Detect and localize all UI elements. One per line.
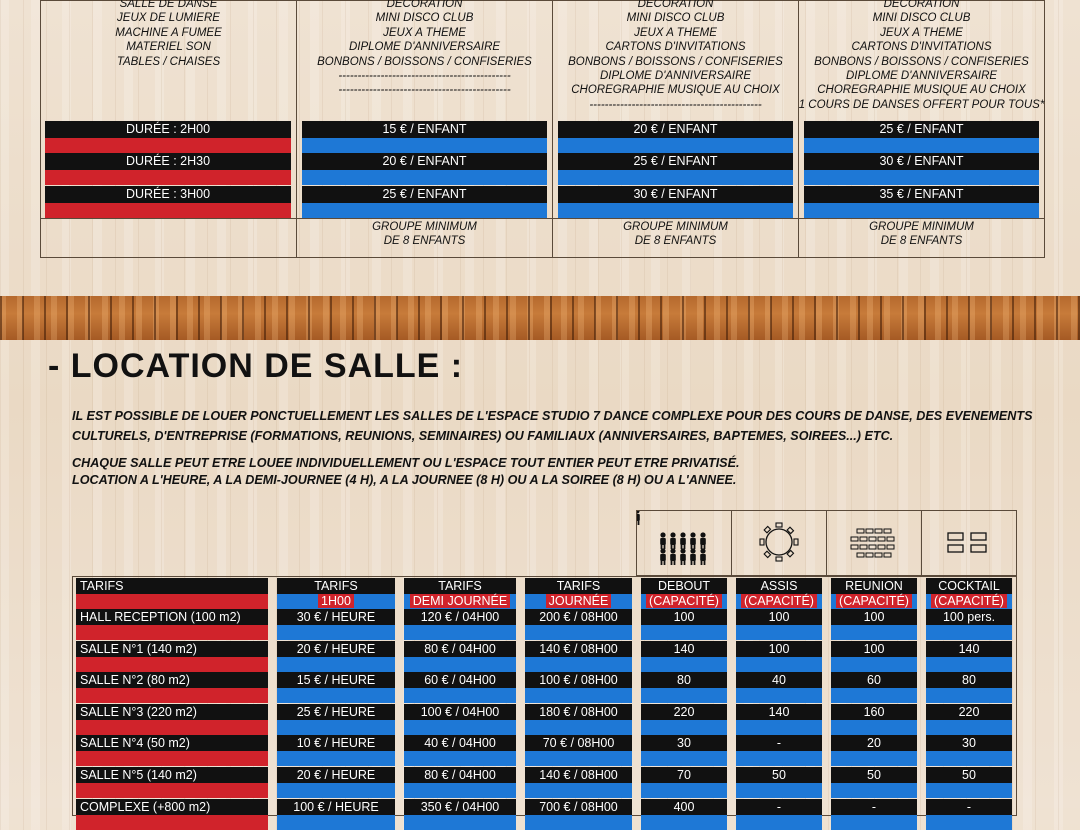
feature-line: TABLES / CHAISES <box>116 55 221 68</box>
meeting-tables-icon <box>826 510 922 576</box>
table-cell-value: - <box>926 799 1012 815</box>
table-cell <box>926 799 1012 830</box>
room-name-cell-value: COMPLEXE (+800 m2) <box>76 799 268 815</box>
price-label: 20 € / ENFANT <box>558 121 793 138</box>
feature-line: SALLE DE DANSE <box>119 0 218 10</box>
table-cell-value: 100 € / 04H00 <box>404 704 516 720</box>
column-header-label: COCKTAIL <box>926 578 1012 594</box>
cocktail-tables-icon <box>921 510 1017 576</box>
feature-line: BONBONS / BOISSONS / CONFISERIES <box>814 55 1029 68</box>
table-cell <box>404 672 516 703</box>
table-cell <box>831 799 917 830</box>
price-bar <box>302 153 547 185</box>
table-cell <box>404 704 516 735</box>
standing-people-icon <box>636 510 732 576</box>
table-cell <box>277 735 395 766</box>
table-cell-value: 20 <box>831 735 917 751</box>
feature-line: CARTONS D'INVITATIONS <box>851 41 992 54</box>
table-cell <box>831 672 917 703</box>
note-line: GROUPE MINIMUM <box>372 221 477 233</box>
table-cell <box>525 609 632 640</box>
table-cell-value: 60 € / 04H00 <box>404 672 516 688</box>
duration-bar <box>45 121 291 153</box>
room-name-cell <box>76 735 268 766</box>
price-bar <box>302 121 547 153</box>
feature-line: JEUX DE LUMIERE <box>117 12 220 25</box>
table-cell <box>641 799 727 830</box>
feature-line: MACHINE A FUMEE <box>115 26 222 39</box>
table-cell <box>736 704 822 735</box>
room-name-cell-value: SALLE N°5 (140 m2) <box>76 767 268 783</box>
feature-line: CHOREGRAPHIE MUSIQUE AU CHOIX <box>571 84 780 97</box>
intro-paragraph-line: CHAQUE SALLE PEUT ETRE LOUEE INDIVIDUELLEMENT OU L'ESPACE TOUT ENTIER PEUT ETRE PRIVATISÉ. <box>72 456 740 470</box>
table-cell <box>926 641 1012 672</box>
feature-line: JEUX A THEME <box>383 26 466 39</box>
table-cell-value: - <box>736 799 822 815</box>
table-cell-value: 220 <box>641 704 727 720</box>
column-header-label: TARIFS <box>277 578 395 594</box>
column-header-sublabel: (CAPACITÉ) <box>931 594 1007 608</box>
price-bar <box>804 186 1039 218</box>
table-cell-value: 50 <box>831 767 917 783</box>
column-header-label: REUNION <box>831 578 917 594</box>
feature-line: MINI DISCO CLUB <box>872 12 971 25</box>
table-cell <box>641 641 727 672</box>
duration-label: DURÉE : 2H30 <box>45 153 291 170</box>
feature-line: DIPLOME D'ANNIVERSAIRE <box>845 70 998 82</box>
table-cell <box>831 704 917 735</box>
table-cell-value: - <box>831 799 917 815</box>
duration-label: DURÉE : 3H00 <box>45 186 291 203</box>
table-cell-value: 100 € / 08H00 <box>525 672 632 688</box>
table-cell <box>525 641 632 672</box>
table-cell-value: 70 <box>641 767 727 783</box>
feature-line: JEUX A THEME <box>880 26 963 39</box>
room-name-cell <box>76 799 268 830</box>
duration-bar <box>45 153 291 185</box>
round-table-icon <box>731 510 827 576</box>
price-label: 35 € / ENFANT <box>804 186 1039 203</box>
room-name-cell <box>76 767 268 798</box>
table-cell <box>831 609 917 640</box>
column-header-sublabel: DEMI JOURNÉE <box>410 594 510 608</box>
room-name-cell-value: SALLE N°2 (80 m2) <box>76 672 268 688</box>
table-cell-value: 100 <box>736 609 822 625</box>
table-cell <box>736 735 822 766</box>
feature-line: DECORATION <box>386 0 463 10</box>
table-cell <box>277 704 395 735</box>
table-cell-value: - <box>736 735 822 751</box>
table-cell <box>277 799 395 830</box>
table-cell <box>926 735 1012 766</box>
column-header-label: ASSIS <box>736 578 822 594</box>
room-name-cell-value: SALLE N°1 (140 m2) <box>76 641 268 657</box>
price-label: 25 € / ENFANT <box>302 186 547 203</box>
table-cell-value: 15 € / HEURE <box>277 672 395 688</box>
table-cell-value: 350 € / 04H00 <box>404 799 516 815</box>
table-cell <box>926 767 1012 798</box>
price-bar <box>302 186 547 218</box>
column-header <box>736 578 822 609</box>
column-header <box>831 578 917 609</box>
table-cell <box>404 767 516 798</box>
table-cell <box>277 641 395 672</box>
table-cell <box>926 609 1012 640</box>
table-cell <box>641 735 727 766</box>
table-cell-value: 140 <box>641 641 727 657</box>
price-bar <box>804 121 1039 153</box>
column-header-label: TARIFS <box>76 578 268 594</box>
table-cell-value: 100 <box>831 641 917 657</box>
column-header-sublabel: JOURNÉE <box>546 594 612 608</box>
room-name-cell-value: HALL RECEPTION (100 m2) <box>76 609 268 625</box>
column-header <box>926 578 1012 609</box>
table-cell-value: 400 <box>641 799 727 815</box>
room-name-cell <box>76 609 268 640</box>
feature-line: --------------------------------------------- <box>589 98 762 111</box>
room-name-cell-value: SALLE N°4 (50 m2) <box>76 735 268 751</box>
table-cell-value: 100 pers. <box>926 609 1012 625</box>
table-cell <box>277 672 395 703</box>
feature-line: --------------------------------------------- <box>338 70 511 82</box>
note-line: GROUPE MINIMUM <box>869 221 974 233</box>
feature-line: DIPLOME D'ANNIVERSAIRE <box>348 41 501 54</box>
table-cell <box>404 641 516 672</box>
table-cell-value: 50 <box>926 767 1012 783</box>
table-cell <box>525 735 632 766</box>
table-cell <box>831 767 917 798</box>
column-header <box>641 578 727 609</box>
price-label: 25 € / ENFANT <box>804 121 1039 138</box>
column-header <box>404 578 516 609</box>
table-cell-value: 80 € / 04H00 <box>404 641 516 657</box>
table-cell-value: 100 € / HEURE <box>277 799 395 815</box>
price-label: 20 € / ENFANT <box>302 153 547 170</box>
feature-line: MATERIEL SON <box>126 41 211 54</box>
price-bar <box>558 121 793 153</box>
column-header-label: DEBOUT <box>641 578 727 594</box>
feature-line: BONBONS / BOISSONS / CONFISERIES <box>317 55 532 68</box>
wood-divider <box>0 296 1080 340</box>
note-line: GROUPE MINIMUM <box>623 221 728 233</box>
table-cell-value: 30 € / HEURE <box>277 609 395 625</box>
duration-bar <box>45 186 291 218</box>
intro-paragraph-line: LOCATION A L'HEURE, A LA DEMI-JOURNEE (4 H), A LA JOURNEE (8 H) OU A LA SOIREE (8 H) OU A L'ANNEE. <box>72 473 737 487</box>
room-name-cell <box>76 641 268 672</box>
table-cell <box>736 609 822 640</box>
table-cell <box>736 641 822 672</box>
note-line: DE 8 ENFANTS <box>383 235 466 248</box>
price-label: 25 € / ENFANT <box>558 153 793 170</box>
table-cell <box>277 609 395 640</box>
table-cell <box>736 672 822 703</box>
table-cell <box>641 767 727 798</box>
table-cell <box>831 641 917 672</box>
table-cell-value: 100 <box>641 609 727 625</box>
table-cell <box>525 799 632 830</box>
column-header <box>76 578 268 609</box>
table-cell-value: 30 <box>641 735 727 751</box>
table-cell <box>404 609 516 640</box>
table-cell-value: 80 € / 04H00 <box>404 767 516 783</box>
table-cell <box>525 704 632 735</box>
column-header-sublabel: (CAPACITÉ) <box>836 594 912 608</box>
table-cell <box>277 767 395 798</box>
feature-line: CHOREGRAPHIE MUSIQUE AU CHOIX <box>817 84 1026 97</box>
table-cell-value: 140 € / 08H00 <box>525 767 632 783</box>
table-cell-value: 25 € / HEURE <box>277 704 395 720</box>
intro-paragraph-line: IL EST POSSIBLE DE LOUER PONCTUELLEMENT LES SALLES DE L'ESPACE STUDIO 7 DANCE COMPLEXE POUR DES COURS DE DANSE, DES EVENEMENTS <box>72 409 1033 423</box>
table-cell-value: 40 <box>736 672 822 688</box>
table-cell-value: 50 <box>736 767 822 783</box>
feature-line: 1 COURS DE DANSES OFFERT POUR TOUS* <box>798 98 1045 111</box>
feature-line: CARTONS D'INVITATIONS <box>605 41 746 54</box>
table-cell-value: 80 <box>926 672 1012 688</box>
feature-line: DIPLOME D'ANNIVERSAIRE <box>599 70 752 82</box>
table-cell <box>525 672 632 703</box>
table-cell-value: 60 <box>831 672 917 688</box>
table-cell <box>404 735 516 766</box>
price-bar <box>558 186 793 218</box>
intro-paragraph-line: CULTURELS, D'ENTREPRISE (FORMATIONS, REUNIONS, SEMINAIRES) OU FAMILIAUX (ANNIVERSAIRES, BAPTEMES, SOIREES...) ETC. <box>72 429 894 443</box>
feature-line: BONBONS / BOISSONS / CONFISERIES <box>568 55 783 68</box>
table-cell-value: 20 € / HEURE <box>277 767 395 783</box>
table-cell-value: 140 <box>736 704 822 720</box>
table-cell-value: 10 € / HEURE <box>277 735 395 751</box>
table-cell <box>404 799 516 830</box>
table-cell-value: 80 <box>641 672 727 688</box>
table-cell-value: 20 € / HEURE <box>277 641 395 657</box>
column-header <box>525 578 632 609</box>
table-cell-value: 700 € / 08H00 <box>525 799 632 815</box>
table-cell-value: 200 € / 08H00 <box>525 609 632 625</box>
table-cell-value: 180 € / 08H00 <box>525 704 632 720</box>
table-cell-value: 40 € / 04H00 <box>404 735 516 751</box>
table-cell-value: 220 <box>926 704 1012 720</box>
note-line: DE 8 ENFANTS <box>880 235 963 248</box>
duration-label: DURÉE : 2H00 <box>45 121 291 138</box>
feature-line: JEUX A THEME <box>634 26 717 39</box>
table-cell-value: 160 <box>831 704 917 720</box>
feature-line: DECORATION <box>637 0 714 10</box>
table-cell <box>641 609 727 640</box>
feature-line: DECORATION <box>883 0 960 10</box>
price-bar <box>558 153 793 185</box>
price-bar <box>804 153 1039 185</box>
price-label: 30 € / ENFANT <box>558 186 793 203</box>
feature-line: --------------------------------------------- <box>338 84 511 97</box>
table-cell <box>641 704 727 735</box>
table-cell-value: 120 € / 04H00 <box>404 609 516 625</box>
table-cell-value: 100 <box>736 641 822 657</box>
price-label: 30 € / ENFANT <box>804 153 1039 170</box>
column-header-sublabel: (CAPACITÉ) <box>741 594 817 608</box>
table-cell <box>525 767 632 798</box>
column-header-label: TARIFS <box>525 578 632 594</box>
column-header-sublabel: (CAPACITÉ) <box>646 594 722 608</box>
table-cell <box>641 672 727 703</box>
table-cell <box>831 735 917 766</box>
feature-line: MINI DISCO CLUB <box>375 12 474 25</box>
room-name-cell <box>76 672 268 703</box>
table-cell <box>926 704 1012 735</box>
column-header-label: TARIFS <box>404 578 516 594</box>
table-cell <box>926 672 1012 703</box>
note-line: DE 8 ENFANTS <box>634 235 717 248</box>
price-label: 15 € / ENFANT <box>302 121 547 138</box>
room-name-cell-value: SALLE N°3 (220 m2) <box>76 704 268 720</box>
feature-line: MINI DISCO CLUB <box>626 12 725 25</box>
room-name-cell <box>76 704 268 735</box>
section-title: - LOCATION DE SALLE : <box>48 347 464 385</box>
table-cell-value: 70 € / 08H00 <box>525 735 632 751</box>
table-cell <box>736 767 822 798</box>
table-cell-value: 140 <box>926 641 1012 657</box>
table-cell-value: 30 <box>926 735 1012 751</box>
table-cell-value: 100 <box>831 609 917 625</box>
column-header-sublabel: 1H00 <box>318 594 354 608</box>
column-header <box>277 578 395 609</box>
table-cell-value: 140 € / 08H00 <box>525 641 632 657</box>
table-cell <box>736 799 822 830</box>
